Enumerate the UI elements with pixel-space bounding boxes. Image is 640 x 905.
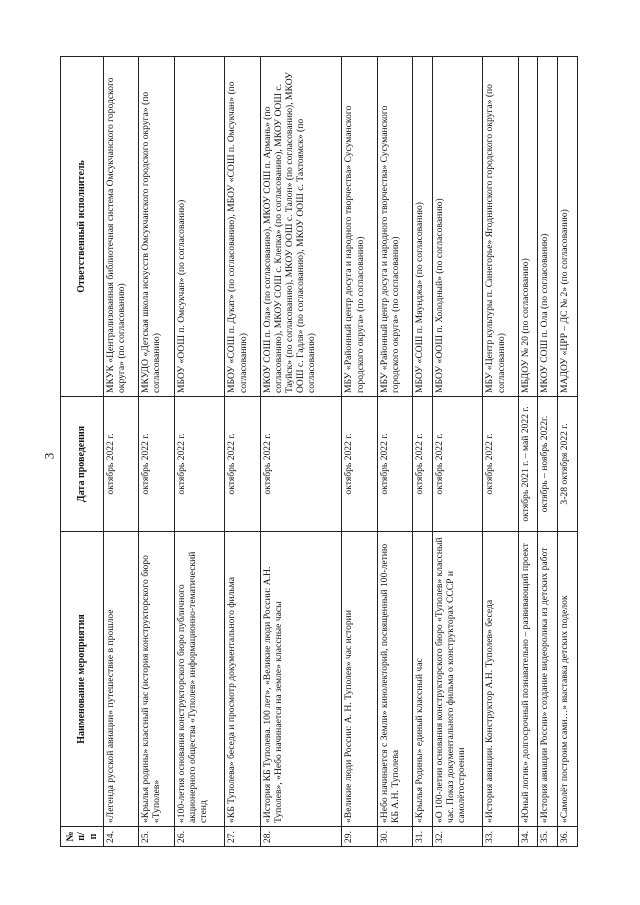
table-row	[432, 57, 483, 847]
cell-executor: МБУ «Районный центр досуга и народного творчества» Сусуманского городского округа» (по согласованию)	[342, 57, 377, 397]
cell-executor: МКУК «Централизованная библиотечная система Омсукчанского городского округа» (по согласованию)	[104, 57, 139, 397]
cell-date: октябрь 2022 г.	[225, 397, 260, 532]
cell-executor: МБОУ «СОШ п. Дукат» (по согласованию), МБОУ «СОШ п. Омсукчан» (по согласованию)	[225, 57, 260, 397]
table-row	[342, 57, 377, 847]
cell-name: «Крылья родины» классный час (история конструкторского бюро «Туполев»	[139, 532, 174, 827]
table-container	[60, 57, 578, 847]
cell-name: «100-летия основания конструкторского бюро публичного акционерного общества «Туполев» информационно-тематический стенд	[174, 532, 225, 827]
header-executor: Ответственный исполнитель	[61, 57, 104, 397]
cell-date: октябрь – ноябрь 2022г.	[538, 397, 558, 532]
cell-executor: МБУ «Центр культуры п. Синегорье» Ягоднинского городского округа» (по согласованию)	[483, 57, 518, 397]
cell-executor: МКОУ СОШ п. Ола (по согласованию)	[538, 57, 558, 397]
cell-name: «Великие люди России: А. Н. Туполев» час истории	[342, 532, 377, 827]
table-row	[377, 57, 412, 847]
table-row	[412, 57, 432, 847]
cell-executor: МКОУ СОШ п. Ола» (по согласованию), МКОУ СОШ п. Армань» (по согласованию), МКОУ СОШ с. Клепка» (по согласованию), МКОУ ООШ с. Тауйск» (по согласованию), МКОУ ООШ с. Талон» (по согласованию), МКОУ ООШ с. Гадля» (по согласованию), МКОУ ООШ с. Тахтоямск» (по согласованию)	[260, 57, 342, 397]
cell-name: «Самолёт построим сами…» выставка детских поделок	[558, 532, 578, 827]
cell-date: октябрь 2022 г.	[342, 397, 377, 532]
cell-date: октябрь 2022 г.	[139, 397, 174, 532]
cell-name: «О 100-летии основания конструкторского бюро «Туполев» классный час. Показ документального фильма о конструкторах СССР и самолётостроении	[432, 532, 483, 827]
table-header-row	[61, 57, 104, 847]
cell-num: 36.	[558, 827, 578, 847]
cell-name: «История авиации России» создание видеоролика из детских работ	[538, 532, 558, 827]
cell-num: 29.	[342, 827, 377, 847]
cell-num: 35.	[538, 827, 558, 847]
cell-executor: МБОУ «СОШ п. Мяунджа» (по согласованию)	[412, 57, 432, 397]
cell-executor: МБУ «Районный центр досуга и народного творчества» Сусуманского городского округа» (по согласованию)	[377, 57, 412, 397]
cell-name: «Легенда русской авиации» путешествие в прошлое	[104, 532, 139, 827]
cell-name: «Небо начинается с Земли» кинолекторий, посвященный 100-летию КБ А.Н. Туполева	[377, 532, 412, 827]
page-number: 3	[41, 452, 57, 460]
cell-name: «КБ Туполева» беседа и просмотр документального фильма	[225, 532, 260, 827]
table-row	[483, 57, 518, 847]
cell-name: «Крылья Родины» единый классный час	[412, 532, 432, 827]
cell-name: «История авиации. Конструктор А.Н. Туполев» беседа	[483, 532, 518, 827]
cell-date: октябрь 2021 г. – май 2022 г.	[518, 397, 538, 532]
cell-num: 26.	[174, 827, 225, 847]
cell-num: 34.	[518, 827, 538, 847]
cell-num: 31.	[412, 827, 432, 847]
header-num: № п/п	[61, 827, 104, 847]
header-name: Наименование мероприятия	[61, 532, 104, 827]
cell-date: 3-28 октября 2022 г.	[558, 397, 578, 532]
cell-date: октябрь 2022 г.	[377, 397, 412, 532]
cell-num: 28.	[260, 827, 342, 847]
table-row	[225, 57, 260, 847]
cell-executor: МКУДО «Детская школа искусств Омсукчанского городского округа» (по согласованию)	[139, 57, 174, 397]
cell-num: 32.	[432, 827, 483, 847]
cell-num: 33.	[483, 827, 518, 847]
cell-name: «Юный логик» долгосрочный познавательно – развивающий проект	[518, 532, 538, 827]
table-row	[518, 57, 538, 847]
cell-num: 24.	[104, 827, 139, 847]
cell-executor: МБОУ «ООШ п. Омсукчан» (по согласованию)	[174, 57, 225, 397]
cell-date: октябрь 2022 г.	[260, 397, 342, 532]
cell-date: октябрь 2022 г.	[432, 397, 483, 532]
cell-name: «История КБ Туполева. 100 лет», «Великие люди России: А.Н. Туполев», «Небо начинается на земле» классные часы	[260, 532, 342, 827]
table-row	[139, 57, 174, 847]
cell-date: октябрь 2022 г.	[483, 397, 518, 532]
cell-num: 30.	[377, 827, 412, 847]
table-row	[104, 57, 139, 847]
cell-executor: МБОУ «ООШ п. Холодный» (по согласованию)	[432, 57, 483, 397]
cell-executor: МАДОУ «ЦРР – ДС № 2» (по согласованию)	[558, 57, 578, 397]
cell-date: октябрь 2022 г.	[174, 397, 225, 532]
table-row	[174, 57, 225, 847]
table-row	[538, 57, 558, 847]
cell-date: октябрь 2022 г.	[412, 397, 432, 532]
cell-num: 27.	[225, 827, 260, 847]
header-date: Дата проведения	[61, 397, 104, 532]
cell-executor: МБДОУ № 20 (по согласованию)	[518, 57, 538, 397]
table-row	[260, 57, 342, 847]
table-row	[558, 57, 578, 847]
cell-date: октябрь 2022 г.	[104, 397, 139, 532]
cell-num: 25.	[139, 827, 174, 847]
events-table	[60, 56, 578, 847]
